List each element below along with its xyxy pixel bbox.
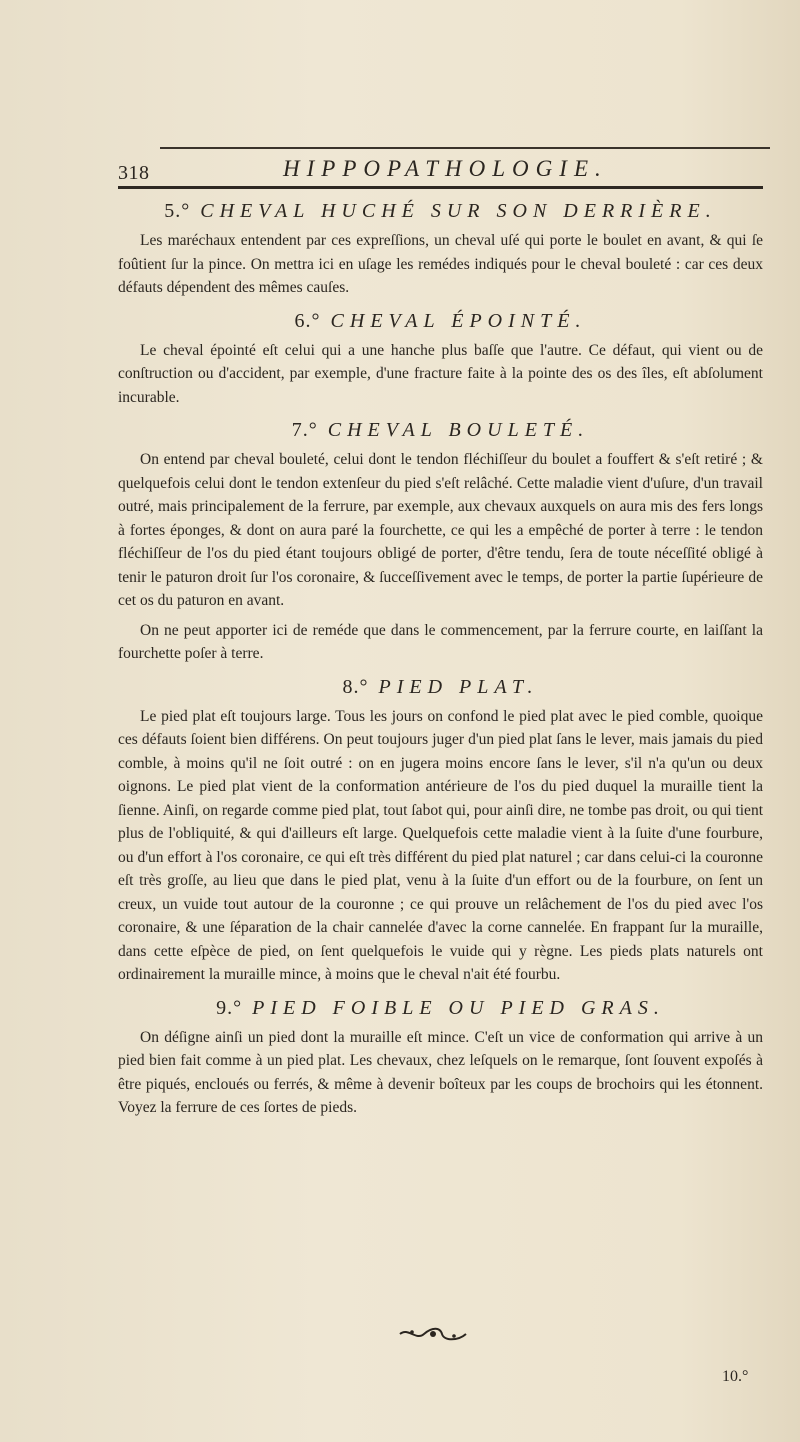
ornament-icon xyxy=(398,1325,468,1343)
page-header xyxy=(118,150,758,190)
paragraph: On ne peut apporter ici de reméde que dans le commencement, par la ferrure courte, en laiſſant la fourchette poſer à terre. xyxy=(118,621,763,662)
section-number: 9.° xyxy=(216,996,243,1019)
paragraph: On entend par cheval bouleté, celui dont le tendon fléchiſſeur du boulet a fouffert & s'eſt retiré ; & quelquefois celui dont le tendon extenſeur du pied s'eſt relâché. Cette maladie vient d'uſure, d'un travail outré, mais principalement de la ferrure, par exemple, aux chevaux auxquels on aura mis des fers longs à fortes éponges, & dont on aura paré la fourchette, ce qui les a empêché de porter à terre : le tendon fléchiſſeur de l'os du pied étant toujours obligé de porter, d'être tendu, ſera de toute néceſſité obligé à tenir le paturon droit ſur l'os coronaire, & ſucceſſivement avec le temps, de porter la partie ſupérieure de cet os du paturon en avant. xyxy=(118,451,763,609)
section-heading xyxy=(118,419,763,442)
section-title: PIED FOIBLE OU PIED GRAS. xyxy=(252,996,665,1019)
section-5 xyxy=(118,200,763,300)
section-title: PIED PLAT. xyxy=(378,675,539,698)
section-title: CHEVAL HUCHÉ SUR SON DERRIÈRE. xyxy=(200,200,717,222)
paragraph: Le cheval épointé eſt celui qui a une hanche plus baſſe que l'autre. Ce défaut, qui vient ou de conſtruction ou d'accident, par exemple, d'une fracture faite à la pointe des os des îles, eſt abſolument incurable. xyxy=(118,341,763,406)
section-heading xyxy=(118,310,763,333)
running-title: HIPPOPATHOLOGIE. xyxy=(283,156,608,181)
header-rule-bottom xyxy=(118,186,763,189)
page-body xyxy=(118,200,763,1130)
paragraph: Le pied plat eſt toujours large. Tous les jours on confond le pied plat avec le pied comble, quoique ces défauts ſoient bien différens. On peut toujours juger d'un pied plat ſans le lever, mais jamais du pied comble, à moins qu'il ne ſoit outré : on en jugera moins encore ſans le lever, s'il n'a qu'un ou deux oignons. Le pied plat vient de la conformation antérieure de l'os du pied duquel la muraille tient la ſienne. Ainſi, on regarde comme pied plat, tout ſabot qui, pour ainſi dire, ne tombe pas droit, ou qui tient plus de l'obliquité, & qui d'ailleurs eſt large. Quelquefois cette maladie vient à la ſuite d'une fourbure, ou d'un effort à l'os coronaire, ce qui eſt très différent du pied plat naturel ; car dans celui-ci la couronne eſt très groſſe, au lieu que dans le pied plat, venu à la ſuite d'un effort ou de la fourbure, on ſent un creux, un vuide tout autour de la couronne ; ce qui prouve un relâchement de l'os du pied avec l'os coronaire, & une ſéparation de la chair cannelée d'avec la corne cannelée. En frappant ſur la muraille, dans cette eſpèce de pied, on ſent quelquefois le vuide qui y règne. Les pieds plats naturels ont ordinairement la muraille mince, à moins que le cheval n'ait été fourbu. xyxy=(118,707,763,983)
section-number: 5.° xyxy=(164,200,191,222)
section-7 xyxy=(118,419,763,666)
section-heading xyxy=(118,676,763,699)
section-heading xyxy=(118,200,763,223)
paragraph: On déſigne ainſi un pied dont la muraille eſt mince. C'eſt un vice de conformation qui arrive à un pied bien fait comme à un pied plat. Les chevaux, chez leſquels on le remarque, ſont ſouvent expoſés à être piqués, encloués ou ferrés, & même à devenir boîteux par les coups de brochoirs qui les étonnent. Voyez la ferrure de ces ſortes de pieds. xyxy=(118,1028,763,1116)
catchword: 10.° xyxy=(722,1368,749,1385)
section-8 xyxy=(118,676,763,987)
section-number: 7.° xyxy=(291,419,318,441)
page-number: 318 xyxy=(118,162,150,184)
section-6 xyxy=(118,310,763,410)
section-title: CHEVAL ÉPOINTÉ. xyxy=(330,309,587,332)
paragraph: Les maréchaux entendent par ces expreſſions, un cheval uſé qui porte le boulet en avant, & qui ſe foûtient ſur la pince. On mettra ici en uſage les remédes indiqués pour le cheval bouleté : car ces deux défauts dépendent des mêmes cauſes. xyxy=(118,232,763,296)
section-title: CHEVAL BOULETÉ. xyxy=(327,419,590,441)
section-number: 6.° xyxy=(294,309,321,332)
header-rule-top xyxy=(160,147,770,149)
section-number: 8.° xyxy=(342,675,369,698)
section-heading xyxy=(118,997,763,1020)
section-9 xyxy=(118,997,763,1120)
